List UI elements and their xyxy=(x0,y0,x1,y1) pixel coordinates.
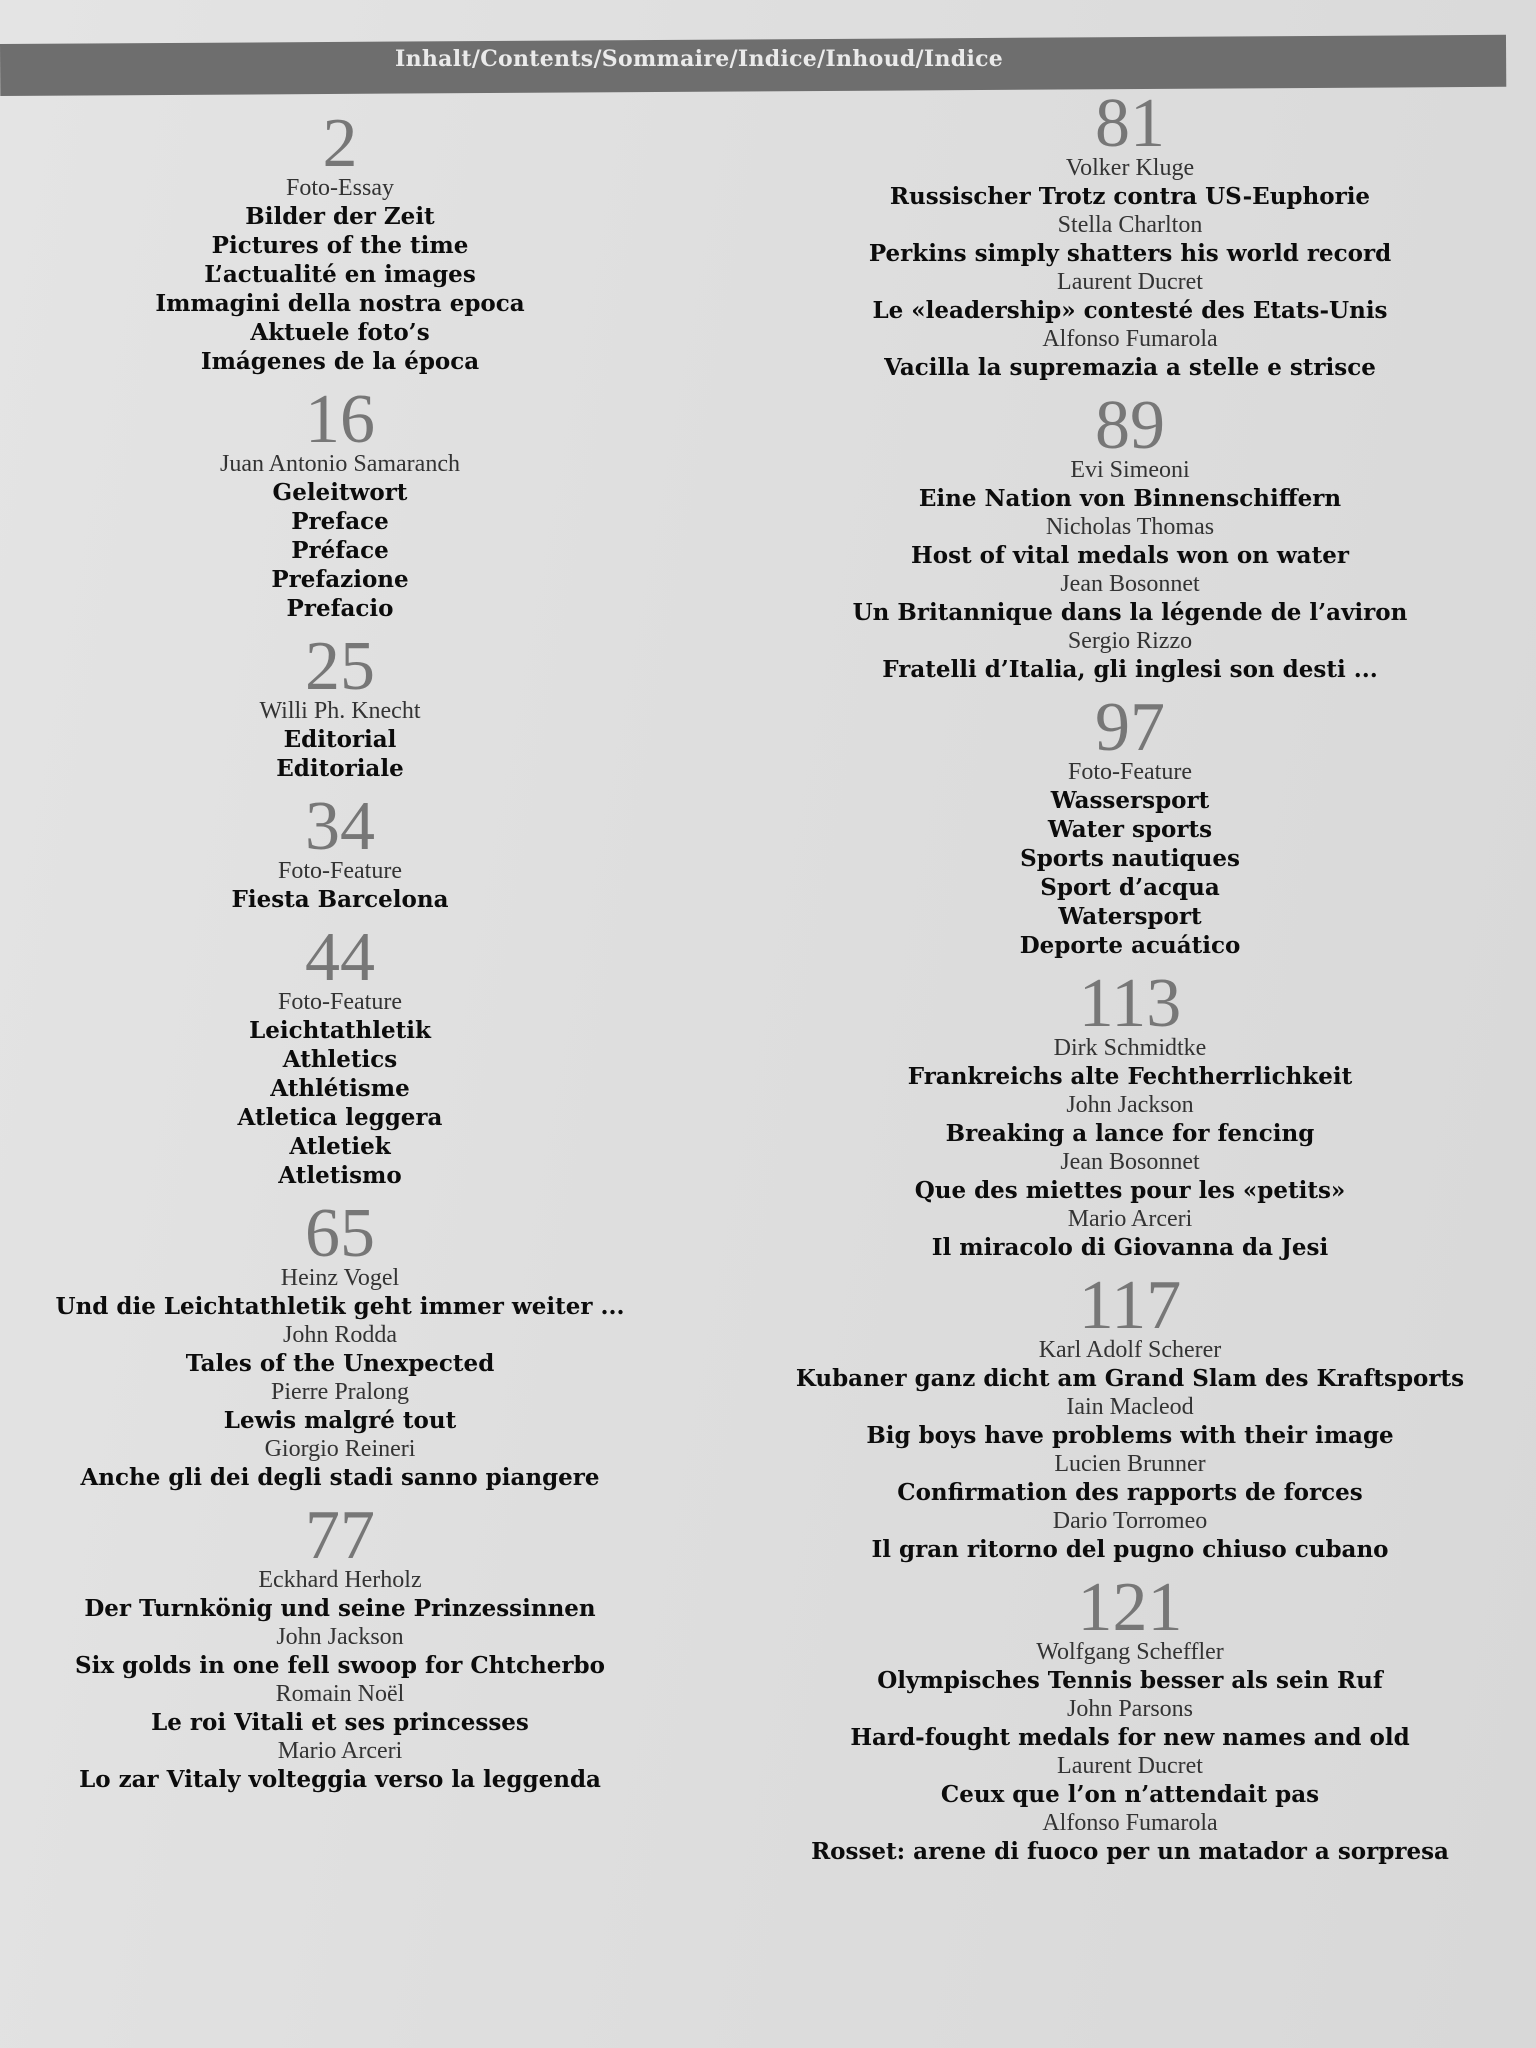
toc-section xyxy=(20,381,660,623)
entry-author: Giorgio Reineri xyxy=(264,1436,416,1462)
entry-title: Prefacio xyxy=(286,595,394,622)
entry-title: Athletics xyxy=(282,1046,398,1073)
entry-title: Ceux que l’on n’attendait pas xyxy=(940,1781,1320,1808)
toc-entry xyxy=(20,174,660,376)
entry-author: Nicholas Thomas xyxy=(1045,514,1215,540)
toc-entry xyxy=(20,1264,660,1321)
entry-author: Wolfgang Scheffler xyxy=(1036,1639,1224,1665)
entry-title: Breaking a lance for fencing xyxy=(945,1120,1315,1147)
entry-author: Stella Charlton xyxy=(1057,212,1203,238)
entry-title: Watersport xyxy=(1058,903,1202,930)
entry-title: Perkins simply shatters his world record xyxy=(868,240,1392,267)
page-number: 2 xyxy=(322,105,358,182)
toc-section xyxy=(20,105,660,376)
page-number: 65 xyxy=(305,1195,375,1272)
entry-author: Laurent Ducret xyxy=(1057,269,1203,295)
toc-entry xyxy=(20,1435,660,1492)
entry-title: Immagini della nostra epoca xyxy=(155,290,525,317)
toc-entry xyxy=(780,154,1480,211)
entry-title: Der Turnkönig und seine Prinzessinnen xyxy=(84,1595,596,1622)
entry-title: Pictures of the time xyxy=(211,232,469,259)
entry-title: Atletica leggera xyxy=(237,1104,443,1131)
entry-author: John Rodda xyxy=(283,1322,397,1348)
toc-section xyxy=(780,965,1480,1262)
toc-entry xyxy=(20,1680,660,1737)
entry-author: Romain Noël xyxy=(275,1681,405,1707)
page-number: 113 xyxy=(1078,965,1182,1042)
toc-entry xyxy=(20,1737,660,1794)
page-number: 117 xyxy=(1078,1267,1182,1344)
toc-section xyxy=(20,788,660,914)
entry-title: Lewis malgré tout xyxy=(223,1407,457,1434)
toc-section xyxy=(780,689,1480,960)
entry-title: Sport d’acqua xyxy=(1040,874,1220,901)
page-number: 16 xyxy=(305,381,375,458)
entry-title: Geleitwort xyxy=(272,479,408,506)
page-number: 44 xyxy=(305,919,375,996)
toc-entry xyxy=(20,1623,660,1680)
toc-entry xyxy=(780,1507,1480,1564)
toc-entry xyxy=(20,1321,660,1378)
entry-title: Atletiek xyxy=(289,1133,391,1160)
entry-title: Kubaner ganz dicht am Grand Slam des Kraftsports xyxy=(795,1365,1465,1392)
entry-title: Russischer Trotz contra US-Euphorie xyxy=(889,183,1371,210)
toc-entry xyxy=(780,513,1480,570)
entry-title: Fratelli d’Italia, gli inglesi son desti ... xyxy=(882,656,1378,683)
page-number: 97 xyxy=(1095,689,1165,766)
toc-entry xyxy=(780,1695,1480,1752)
toc-entry xyxy=(20,1566,660,1623)
entry-author: Jean Bosonnet xyxy=(1060,571,1200,597)
page-number: 89 xyxy=(1095,387,1165,464)
toc-entry xyxy=(780,1336,1480,1393)
entry-title: Aktuele foto’s xyxy=(250,319,430,346)
toc-entry xyxy=(20,988,660,1190)
entry-author: Foto-Feature xyxy=(278,858,402,884)
entry-title: Six golds in one fell swoop for Chtcherbo xyxy=(75,1652,605,1679)
page-number: 121 xyxy=(1077,1569,1183,1646)
toc-entry xyxy=(780,570,1480,627)
entry-title: Frankreichs alte Fechtherrlichkeit xyxy=(907,1063,1353,1090)
toc-entry xyxy=(20,697,660,783)
entry-author: Sergio Rizzo xyxy=(1067,628,1193,654)
entry-author: Heinz Vogel xyxy=(280,1265,400,1291)
toc-entry xyxy=(780,1450,1480,1507)
entry-title: Editorial xyxy=(283,726,397,753)
toc-entry xyxy=(780,1393,1480,1450)
entry-author: Foto-Feature xyxy=(1068,759,1192,785)
toc-entry xyxy=(780,268,1480,325)
entry-title: Il gran ritorno del pugno chiuso cubano xyxy=(871,1536,1389,1563)
entry-title: Il miracolo di Giovanna da Jesi xyxy=(931,1234,1329,1261)
entry-author: Juan Antonio Samaranch xyxy=(220,451,460,477)
entry-author: John Jackson xyxy=(276,1624,404,1650)
entry-title: Que des miettes pour les «petits» xyxy=(914,1177,1346,1204)
entry-title: Confirmation des rapports de forces xyxy=(897,1479,1363,1506)
entry-title: Anche gli dei degli stadi sanno piangere xyxy=(80,1464,600,1491)
left-column xyxy=(20,104,660,1808)
toc-entry xyxy=(780,1752,1480,1809)
entry-title: Und die Leichtathletik geht immer weiter ... xyxy=(55,1293,625,1320)
entry-title: Tales of the Unexpected xyxy=(185,1350,495,1377)
entry-author: John Jackson xyxy=(1066,1092,1194,1118)
toc-entry xyxy=(780,1034,1480,1091)
toc-entry xyxy=(780,325,1480,382)
toc-entry xyxy=(780,1638,1480,1695)
page-number: 81 xyxy=(1095,85,1165,162)
toc-section xyxy=(20,628,660,783)
entry-author: Mario Arceri xyxy=(1067,1206,1193,1232)
entry-title: Bilder der Zeit xyxy=(245,203,435,230)
entry-title: Atletismo xyxy=(278,1162,402,1189)
toc-entry xyxy=(780,1809,1480,1866)
entry-author: Dirk Schmidtke xyxy=(1053,1035,1207,1061)
entry-title: Lo zar Vitaly volteggia verso la leggenda xyxy=(79,1766,601,1793)
toc-section xyxy=(780,85,1480,382)
page-number: 77 xyxy=(305,1497,375,1574)
toc-entry xyxy=(780,758,1480,960)
page-number: 25 xyxy=(305,628,375,705)
entry-title: Imágenes de la época xyxy=(200,348,480,375)
toc-entry xyxy=(20,857,660,914)
entry-title: Le «leadership» contesté des Etats-Unis xyxy=(872,297,1388,324)
entry-title: Préface xyxy=(291,537,389,564)
entry-title: Big boys have problems with their image xyxy=(866,1422,1394,1449)
entry-title: Rosset: arene di fuoco per un matador a sorpresa xyxy=(811,1838,1449,1865)
toc-entry xyxy=(780,1205,1480,1262)
entry-author: Pierre Pralong xyxy=(271,1379,409,1405)
toc-entry xyxy=(780,456,1480,513)
entry-author: Laurent Ducret xyxy=(1057,1753,1203,1779)
toc-section xyxy=(780,1267,1480,1564)
toc-section xyxy=(20,1195,660,1492)
toc-entry xyxy=(20,1378,660,1435)
entry-title: Fiesta Barcelona xyxy=(231,886,449,913)
entry-title: Wassersport xyxy=(1050,787,1210,814)
entry-author: Iain Macleod xyxy=(1066,1394,1194,1420)
toc-entry xyxy=(780,211,1480,268)
header-title: Inhalt/Contents/Sommaire/Indice/Inhoud/Indice xyxy=(395,46,1004,72)
entry-title: Prefazione xyxy=(271,566,409,593)
toc-entry xyxy=(780,1148,1480,1205)
entry-title: Olympisches Tennis besser als sein Ruf xyxy=(877,1667,1383,1694)
toc-section xyxy=(20,1497,660,1794)
entry-title: Deporte acuático xyxy=(1019,932,1241,959)
entry-author: Karl Adolf Scherer xyxy=(1038,1337,1222,1363)
entry-author: Foto-Feature xyxy=(278,989,402,1015)
entry-title: Preface xyxy=(291,508,389,535)
entry-author: Dario Torromeo xyxy=(1052,1508,1208,1534)
entry-author: Eckhard Herholz xyxy=(258,1567,422,1593)
entry-title: Leichtathletik xyxy=(249,1017,431,1044)
entry-author: Alfonso Fumarola xyxy=(1042,326,1218,352)
entry-author: Alfonso Fumarola xyxy=(1042,1810,1218,1836)
entry-author: Lucien Brunner xyxy=(1054,1451,1206,1477)
entry-title: Water sports xyxy=(1047,816,1213,843)
toc-section xyxy=(780,387,1480,684)
right-column xyxy=(780,84,1480,1880)
toc-entry xyxy=(780,627,1480,684)
entry-author: Foto-Essay xyxy=(286,175,394,201)
entry-author: Jean Bosonnet xyxy=(1060,1149,1200,1175)
entry-author: Willi Ph. Knecht xyxy=(259,698,421,724)
entry-title: Athlétisme xyxy=(270,1075,410,1102)
entry-author: Volker Kluge xyxy=(1065,155,1195,181)
toc-entry xyxy=(20,450,660,623)
entry-title: Eine Nation von Binnenschiffern xyxy=(918,485,1342,512)
entry-title: Hard-fought medals for new names and old xyxy=(850,1724,1410,1751)
toc-section xyxy=(780,1569,1480,1866)
entry-title: Host of vital medals won on water xyxy=(911,542,1349,569)
page-number: 34 xyxy=(305,788,375,865)
entry-author: Mario Arceri xyxy=(277,1738,403,1764)
entry-title: Sports nautiques xyxy=(1020,845,1240,872)
entry-title: Vacilla la supremazia a stelle e strisce xyxy=(884,354,1376,381)
toc-entry xyxy=(780,1091,1480,1148)
entry-author: Evi Simeoni xyxy=(1070,457,1190,483)
toc-section xyxy=(20,919,660,1190)
entry-title: Un Britannique dans la légende de l’aviron xyxy=(852,599,1408,626)
entry-title: Editoriale xyxy=(276,755,404,782)
entry-title: L’actualité en images xyxy=(204,261,476,288)
entry-title: Le roi Vitali et ses princesses xyxy=(151,1709,529,1736)
entry-author: John Parsons xyxy=(1066,1696,1193,1722)
